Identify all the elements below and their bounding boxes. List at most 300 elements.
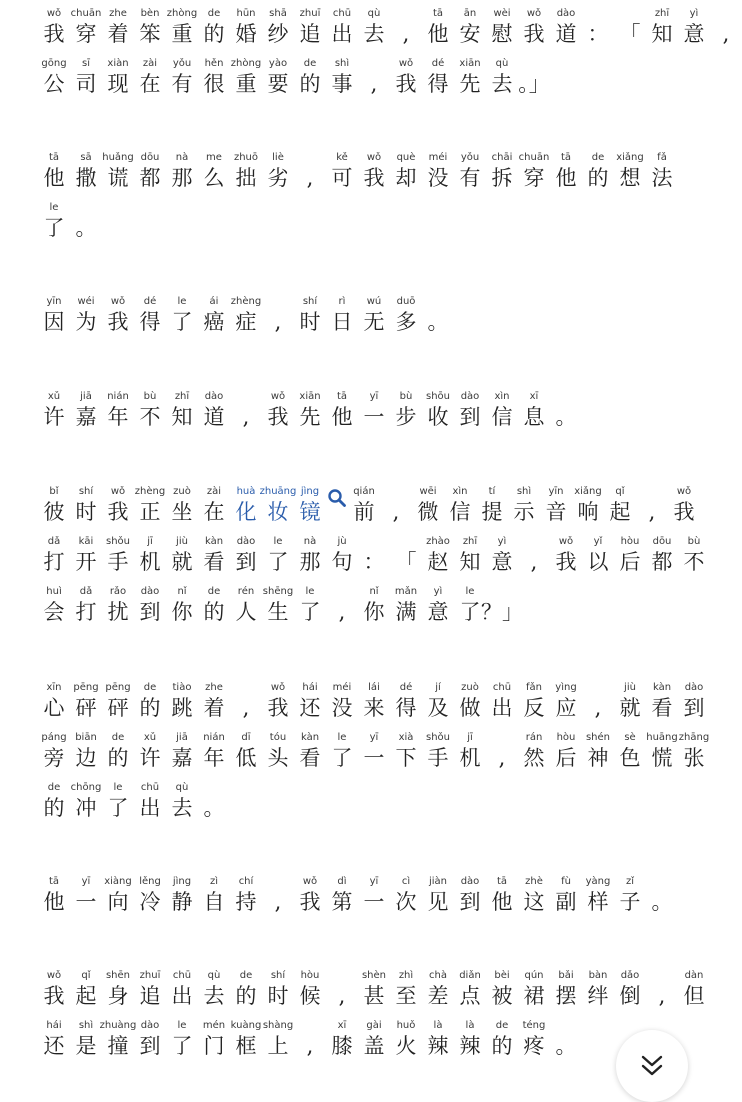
ruby-char	[166, 536, 198, 576]
hanzi: ,	[498, 746, 506, 770]
hanzi: 是	[75, 1034, 97, 1058]
pinyin: shì	[334, 58, 350, 69]
pinyin: yàng	[585, 876, 611, 887]
text-line	[38, 202, 102, 242]
ruby-char	[102, 970, 134, 1010]
hanzi: 那	[171, 166, 193, 190]
ruby-char	[134, 486, 166, 526]
hanzi: 向	[107, 890, 129, 914]
ruby-char	[294, 876, 326, 916]
ruby-char	[454, 1020, 486, 1060]
ruby-char	[678, 8, 710, 48]
hanzi: 的	[43, 796, 65, 820]
pinyin: zhī	[462, 536, 478, 547]
hanzi: 手	[107, 550, 129, 574]
hanzi: 嘉	[171, 746, 193, 770]
ruby-char	[70, 536, 102, 576]
hanzi: 被	[491, 984, 513, 1008]
ruby-char	[390, 682, 422, 722]
hanzi: 前	[353, 500, 375, 524]
pinyin: dì	[337, 876, 347, 887]
ruby-char	[518, 8, 550, 48]
hanzi: 时	[75, 500, 97, 524]
ruby-char	[70, 8, 102, 48]
pinyin: xìn	[494, 391, 510, 402]
ruby-char	[198, 586, 230, 626]
pinyin: le	[337, 732, 347, 743]
ruby-char	[326, 58, 358, 98]
hanzi: 一	[363, 405, 385, 429]
pinyin: què	[396, 152, 416, 163]
punctuation	[582, 682, 614, 722]
hanzi: 还	[299, 696, 321, 720]
hanzi: 我	[555, 550, 577, 574]
pinyin: sè	[624, 732, 636, 743]
hanzi: 都	[651, 550, 673, 574]
pinyin: le	[49, 202, 59, 213]
pinyin: zài	[206, 486, 222, 497]
pinyin: xiān	[459, 58, 481, 69]
ruby-char	[294, 296, 326, 336]
ruby-char	[358, 682, 390, 722]
ruby-char	[198, 152, 230, 192]
hanzi: 冲	[75, 796, 97, 820]
pinyin: wǒ	[526, 8, 542, 19]
pinyin: huǒ	[396, 1020, 416, 1031]
ruby-char	[550, 536, 582, 576]
hanzi: ,	[402, 22, 410, 46]
ruby-char	[198, 682, 230, 722]
pinyin: hòu	[556, 732, 576, 743]
hanzi: 张	[683, 746, 705, 770]
hanzi: 手	[427, 746, 449, 770]
hanzi: 我	[267, 405, 289, 429]
hanzi: 现	[107, 72, 129, 96]
text-line	[38, 682, 710, 722]
hanzi: 追	[299, 22, 321, 46]
hanzi: 么	[203, 166, 225, 190]
pinyin: huǎng	[102, 152, 134, 163]
hanzi: 得	[139, 310, 161, 334]
pinyin: jù	[337, 536, 347, 547]
hanzi: 。」	[518, 72, 550, 96]
hanzi: 多	[395, 310, 417, 334]
pinyin: nián	[203, 732, 225, 743]
pinyin: huāng	[646, 732, 678, 743]
ruby-char	[166, 152, 198, 192]
pinyin: rǎo	[109, 586, 127, 597]
ruby-char	[38, 536, 70, 576]
ruby-char	[102, 8, 134, 48]
ruby-char	[486, 391, 518, 431]
pinyin: qún	[524, 970, 544, 981]
pinyin: dào	[140, 1020, 160, 1031]
punctuation	[326, 586, 358, 626]
hanzi: 见	[427, 890, 449, 914]
pinyin: dōu	[652, 536, 672, 547]
hanzi: 安	[459, 22, 481, 46]
hanzi: 看	[299, 746, 321, 770]
ruby-char	[230, 58, 262, 98]
ruby-char	[102, 682, 134, 722]
ruby-char	[614, 682, 646, 722]
ruby-char	[230, 970, 262, 1010]
pinyin: ái	[209, 296, 219, 307]
hanzi: 很	[203, 72, 225, 96]
ruby-char	[198, 1020, 230, 1060]
hanzi: 道	[555, 22, 577, 46]
ruby-char	[326, 536, 358, 576]
hanzi: 以	[587, 550, 609, 574]
hanzi: 辣	[459, 1034, 481, 1058]
hanzi: 上	[267, 1034, 289, 1058]
ruby-char	[390, 296, 422, 336]
ruby-char	[454, 876, 486, 916]
pinyin: zài	[142, 58, 158, 69]
hanzi: 音	[545, 500, 567, 524]
hanzi: 重	[235, 72, 257, 96]
hanzi: 意	[683, 22, 705, 46]
ruby-char	[454, 152, 486, 192]
hanzi: 的	[491, 1034, 513, 1058]
ruby-char	[582, 876, 614, 916]
hanzi: 出	[171, 984, 193, 1008]
hanzi: 了	[107, 796, 129, 820]
pinyin: rì	[338, 296, 346, 307]
pinyin: tā	[496, 876, 508, 887]
ruby-char	[668, 486, 700, 526]
hanzi: 在	[203, 500, 225, 524]
ruby-char	[422, 1020, 454, 1060]
punctuation	[380, 486, 412, 526]
ruby-char	[102, 152, 134, 192]
ruby-char	[390, 58, 422, 98]
pinyin: shí	[78, 486, 94, 497]
hanzi: 及	[427, 696, 449, 720]
pinyin: tā	[48, 876, 60, 887]
punctuation	[486, 732, 518, 772]
hanzi: 会	[43, 600, 65, 624]
hanzi: 去	[171, 796, 193, 820]
ruby-char	[102, 782, 134, 822]
ruby-char	[230, 732, 262, 772]
hanzi: ,	[306, 1034, 314, 1058]
punctuation	[326, 970, 358, 1010]
hanzi: 了	[43, 216, 65, 240]
hanzi: 机	[459, 746, 481, 770]
hanzi: 化	[235, 500, 257, 524]
ruby-char	[102, 732, 134, 772]
ruby-char	[134, 536, 166, 576]
pinyin: bèi	[494, 970, 510, 981]
ruby-char	[358, 732, 390, 772]
pinyin: yī	[369, 732, 379, 743]
hanzi: 妆	[267, 500, 289, 524]
hanzi: 打	[75, 600, 97, 624]
hanzi: 起	[75, 984, 97, 1008]
dictionary-link-char[interactable]	[230, 486, 262, 526]
pinyin: xī	[337, 1020, 347, 1031]
pinyin: sī	[82, 58, 90, 69]
pinyin: gài	[366, 1020, 382, 1031]
hanzi: 撒	[75, 166, 97, 190]
hanzi: 他	[43, 166, 65, 190]
hanzi: 一	[75, 890, 97, 914]
pinyin: huì	[46, 586, 62, 597]
hanzi: 做	[459, 696, 481, 720]
punctuation	[550, 391, 582, 431]
hanzi: 我	[673, 500, 695, 524]
hanzi: 拆	[491, 166, 513, 190]
hanzi: 看	[651, 696, 673, 720]
hanzi: 出	[139, 796, 161, 820]
ruby-char	[70, 586, 102, 626]
pinyin: chū	[492, 682, 512, 693]
hanzi: 因	[43, 310, 65, 334]
scroll-down-button[interactable]	[616, 1030, 688, 1102]
text-line	[38, 876, 678, 916]
hanzi: 框	[235, 1034, 257, 1058]
pinyin: dī	[241, 732, 251, 743]
pinyin: chū	[332, 8, 352, 19]
pinyin: le	[305, 586, 315, 597]
hanzi: 的	[203, 600, 225, 624]
ruby-char	[102, 536, 134, 576]
ruby-char	[550, 682, 582, 722]
punctuation	[550, 1020, 582, 1060]
ruby-char	[230, 586, 262, 626]
dictionary-link-char[interactable]	[294, 486, 326, 526]
pinyin: jìng	[172, 876, 192, 887]
pinyin: jiā	[176, 732, 188, 743]
pinyin: méi	[428, 152, 448, 163]
pinyin: qián	[353, 486, 375, 497]
ruby-char	[198, 536, 230, 576]
pinyin: wǒ	[558, 536, 574, 547]
hanzi: 许	[139, 746, 161, 770]
ruby-char	[422, 8, 454, 48]
ruby-char	[358, 970, 390, 1010]
pinyin: wǒ	[110, 296, 126, 307]
text-line	[38, 58, 550, 98]
hanzi: 辣	[427, 1034, 449, 1058]
ruby-char	[99, 1020, 137, 1060]
hanzi: 意	[427, 600, 449, 624]
hanzi: 我	[43, 22, 65, 46]
pinyin: zhòng	[230, 58, 262, 69]
punctuation	[230, 391, 262, 431]
pinyin: dào	[236, 536, 256, 547]
hanzi: 门	[203, 1034, 225, 1058]
hanzi: 了	[267, 550, 289, 574]
pinyin: wǒ	[46, 8, 62, 19]
hanzi: 「	[619, 22, 641, 46]
pinyin: yì	[689, 8, 699, 19]
hanzi: 谎	[107, 166, 129, 190]
punctuation	[70, 202, 102, 242]
ruby-char	[476, 486, 508, 526]
pinyin: kuàng	[230, 1020, 262, 1031]
hanzi: 神	[587, 746, 609, 770]
hanzi: ？」	[481, 600, 523, 624]
pinyin: zhe	[109, 8, 127, 19]
ruby-char	[454, 8, 486, 48]
ruby-char	[518, 1020, 550, 1060]
ruby-char	[38, 486, 70, 526]
ruby-char	[454, 970, 486, 1010]
ruby-char	[614, 876, 646, 916]
ruby-char	[326, 296, 358, 336]
ruby-char	[230, 1020, 262, 1060]
hanzi: 着	[107, 22, 129, 46]
pinyin: shì	[516, 486, 532, 497]
pinyin: hòu	[300, 970, 320, 981]
hanzi: 子	[619, 890, 641, 914]
pinyin: nǐ	[369, 586, 379, 597]
pinyin: le	[177, 296, 187, 307]
pinyin: là	[465, 1020, 475, 1031]
hanzi: 就	[171, 550, 193, 574]
hanzi: 后	[619, 550, 641, 574]
dictionary-link-char[interactable]	[259, 486, 297, 526]
pinyin: xiǎng	[574, 486, 602, 497]
hanzi: ,	[392, 500, 400, 524]
ruby-char	[422, 391, 454, 431]
pinyin: xiān	[299, 391, 321, 402]
pinyin: bù	[399, 391, 413, 402]
hanzi: 样	[587, 890, 609, 914]
pinyin: de	[207, 586, 221, 597]
ruby-char	[134, 876, 166, 916]
ruby-char	[582, 732, 614, 772]
hanzi: 了	[459, 600, 481, 624]
pinyin: jī	[467, 732, 473, 743]
pinyin: xiǎng	[616, 152, 644, 163]
pinyin: hái	[46, 1020, 62, 1031]
hanzi: 要	[267, 72, 289, 96]
hanzi: 去	[363, 22, 385, 46]
text-line	[38, 391, 582, 431]
search-icon[interactable]	[326, 486, 348, 526]
ruby-char	[550, 970, 582, 1010]
ruby-char	[358, 8, 390, 48]
pinyin: bǎi	[558, 970, 574, 981]
text-line	[38, 152, 678, 192]
hanzi: 收	[427, 405, 449, 429]
hanzi: 点	[459, 984, 481, 1008]
ruby-char	[38, 391, 70, 431]
punctuation	[262, 876, 294, 916]
pinyin: yǒu	[460, 152, 480, 163]
ruby-char	[454, 536, 486, 576]
hanzi: 他	[555, 166, 577, 190]
ruby-char	[230, 536, 262, 576]
hanzi: 了	[171, 310, 193, 334]
hanzi: 出	[491, 696, 513, 720]
pinyin: jiàn	[428, 876, 448, 887]
hanzi: ,	[338, 984, 346, 1008]
ruby-char	[134, 296, 166, 336]
ruby-char	[294, 58, 326, 98]
pinyin: mǎn	[394, 586, 418, 597]
hanzi: 得	[395, 696, 417, 720]
pinyin: dào	[140, 586, 160, 597]
ruby-char	[294, 970, 326, 1010]
ruby-char	[262, 732, 294, 772]
pinyin: shì	[78, 1020, 94, 1031]
hanzi: 盖	[363, 1034, 385, 1058]
ruby-char	[294, 536, 326, 576]
pinyin: hūn	[236, 8, 256, 19]
pinyin: pēng	[73, 682, 99, 693]
pinyin: dōu	[140, 152, 160, 163]
pinyin: tiào	[172, 682, 192, 693]
pinyin: diǎn	[459, 970, 481, 981]
hanzi: 信	[491, 405, 513, 429]
ruby-char	[262, 58, 294, 98]
ruby-char	[70, 58, 102, 98]
hanzi: 正	[139, 500, 161, 524]
pinyin: le	[113, 782, 123, 793]
pinyin: yìng	[555, 682, 577, 693]
pinyin: shā	[269, 8, 287, 19]
punctuation	[390, 8, 422, 48]
hanzi: 到	[139, 1034, 161, 1058]
pinyin: là	[433, 1020, 443, 1031]
hanzi: 意	[491, 550, 513, 574]
ruby-char	[262, 391, 294, 431]
hanzi: 砰	[107, 696, 129, 720]
pinyin: de	[239, 970, 253, 981]
ruby-char	[390, 586, 422, 626]
pinyin: me	[206, 152, 222, 163]
pinyin: yì	[497, 536, 507, 547]
ruby-char	[262, 8, 294, 48]
hanzi: 有	[171, 72, 193, 96]
pinyin: xǔ	[47, 391, 61, 402]
ruby-char	[454, 58, 486, 98]
hanzi: 到	[139, 600, 161, 624]
ruby-char	[38, 8, 70, 48]
hanzi: 先	[459, 72, 481, 96]
hanzi: 知	[459, 550, 481, 574]
hanzi: 来	[363, 696, 385, 720]
ruby-char	[198, 732, 230, 772]
ruby-char	[540, 486, 572, 526]
ruby-char	[550, 152, 582, 192]
hanzi: ,	[658, 984, 666, 1008]
hanzi: 都	[139, 166, 161, 190]
pinyin: fù	[561, 876, 571, 887]
pinyin: shēn	[105, 970, 131, 981]
pinyin: rén	[237, 586, 255, 597]
pinyin: kàn	[300, 732, 320, 743]
ruby-char	[166, 682, 198, 722]
pinyin: mén	[202, 1020, 226, 1031]
ruby-char	[412, 486, 444, 526]
hanzi: 我	[43, 984, 65, 1008]
pinyin: dàn	[684, 970, 704, 981]
ruby-char	[102, 586, 134, 626]
ruby-char	[198, 486, 230, 526]
pinyin: huà	[236, 486, 256, 497]
pinyin: de	[143, 682, 157, 693]
hanzi: 追	[139, 984, 161, 1008]
pinyin: wǒ	[270, 391, 286, 402]
pinyin: shǒu	[425, 732, 450, 743]
pinyin: wǒ	[398, 58, 414, 69]
ruby-char	[166, 586, 198, 626]
